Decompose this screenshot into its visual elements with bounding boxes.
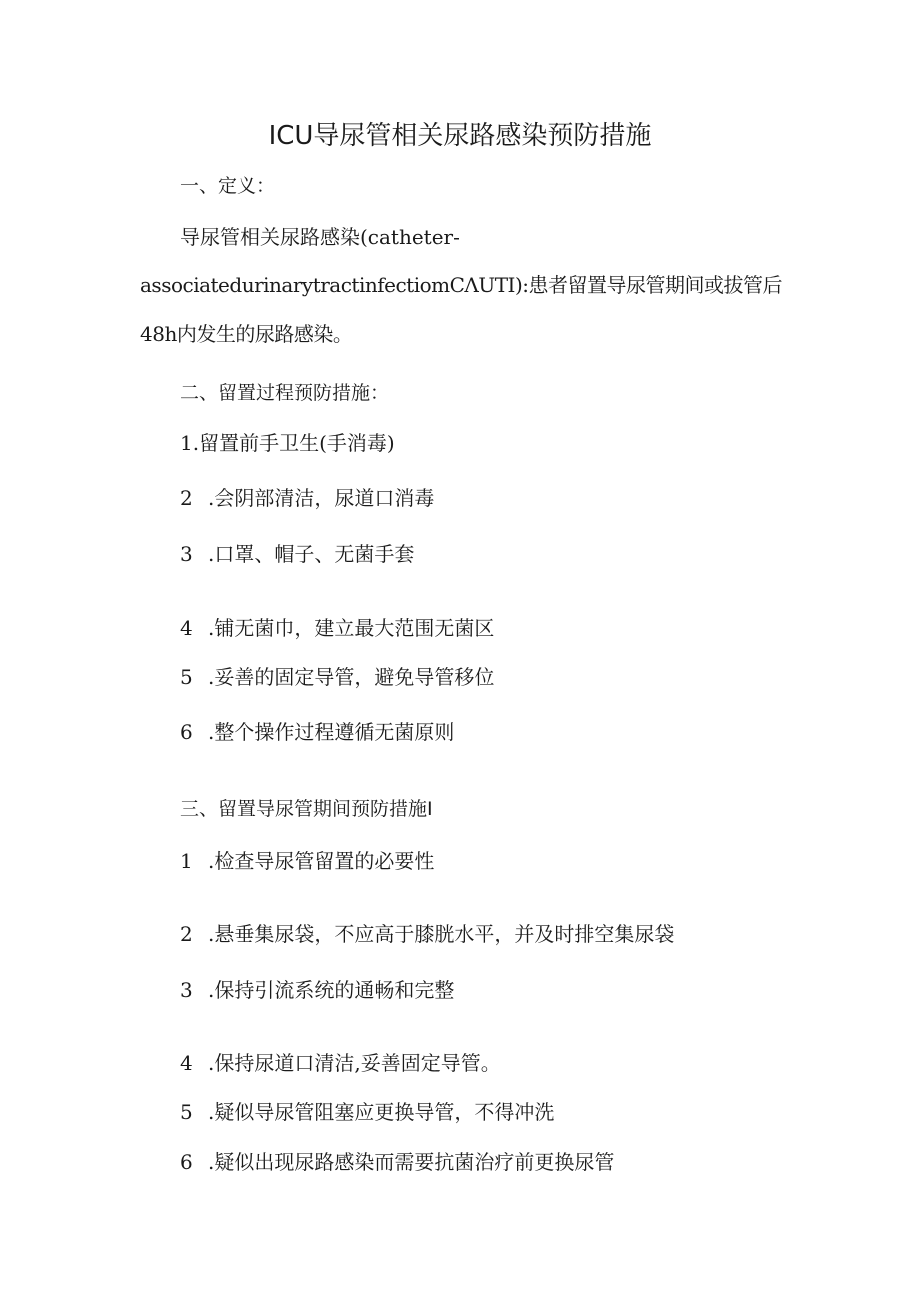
list-item-text: .妥善的固定导管，避免导管移位 bbox=[208, 665, 495, 689]
list-item bbox=[180, 484, 434, 512]
list-item-number: 5 bbox=[180, 1100, 193, 1124]
list-item-number: 4 bbox=[180, 616, 193, 640]
list-item bbox=[180, 1049, 501, 1077]
list-item-text: .悬垂集尿袋，不应高于膝胱水平，并及时排空集尿袋 bbox=[208, 922, 675, 946]
list-item-number: 2 bbox=[180, 486, 193, 510]
list-item-text: .疑似导尿管阻塞应更换导管，不得冲洗 bbox=[208, 1100, 555, 1124]
list-item bbox=[180, 614, 494, 642]
definition-text-line-1: 导尿管相关尿路感染(catheter- bbox=[180, 225, 460, 249]
list-item-text: .疑似出现尿路感染而需要抗菌治疗前更换尿管 bbox=[208, 1150, 615, 1174]
list-item bbox=[180, 718, 454, 746]
list-item-number: 1. bbox=[180, 431, 200, 455]
list-item-number: 6 bbox=[180, 1150, 193, 1174]
list-item-number: 6 bbox=[180, 720, 193, 744]
list-item-text: .保持引流系统的通畅和完整 bbox=[208, 978, 455, 1002]
list-item-number: 3 bbox=[180, 978, 193, 1002]
document-title: ICU导尿管相关尿路感染预防措施 bbox=[268, 121, 652, 151]
definition-text-line-3: 48h内发生的尿路感染。 bbox=[140, 322, 353, 346]
list-item bbox=[180, 920, 674, 948]
list-item bbox=[180, 1148, 614, 1176]
list-item-text: .会阴部清洁，尿道口消毒 bbox=[208, 486, 435, 510]
section-heading-insertion: 二、留置过程预防措施： bbox=[180, 382, 390, 404]
list-item bbox=[180, 847, 434, 875]
list-item-text: .铺无菌巾，建立最大范围无菌区 bbox=[208, 616, 495, 640]
section-heading-definition: 一、定义： bbox=[180, 175, 276, 197]
list-item bbox=[180, 429, 395, 457]
list-item-text: 留置前手卫生(手消毒) bbox=[199, 431, 395, 455]
list-item-number: 4 bbox=[180, 1051, 193, 1075]
list-item-number: 5 bbox=[180, 665, 193, 689]
list-item bbox=[180, 663, 494, 691]
list-item bbox=[180, 540, 414, 568]
definition-text-line-2: associatedurinarytractinfectiomCΛUTI):患者留置导尿管期间或拔管后 bbox=[140, 273, 782, 297]
list-item bbox=[180, 1098, 554, 1126]
list-item-text: .口罩、帽子、无菌手套 bbox=[208, 542, 415, 566]
list-item-number: 1 bbox=[180, 849, 193, 873]
list-item-text: .保持尿道口清洁,妥善固定导管。 bbox=[208, 1051, 501, 1075]
list-item-text: .整个操作过程遵循无菌原则 bbox=[208, 720, 455, 744]
list-item-number: 2 bbox=[180, 922, 193, 946]
list-item-text: .检查导尿管留置的必要性 bbox=[208, 849, 435, 873]
list-item bbox=[180, 976, 454, 1004]
section-heading-maintenance: 三、留置导尿管期间预防措施I bbox=[180, 798, 433, 820]
list-item-number: 3 bbox=[180, 542, 193, 566]
